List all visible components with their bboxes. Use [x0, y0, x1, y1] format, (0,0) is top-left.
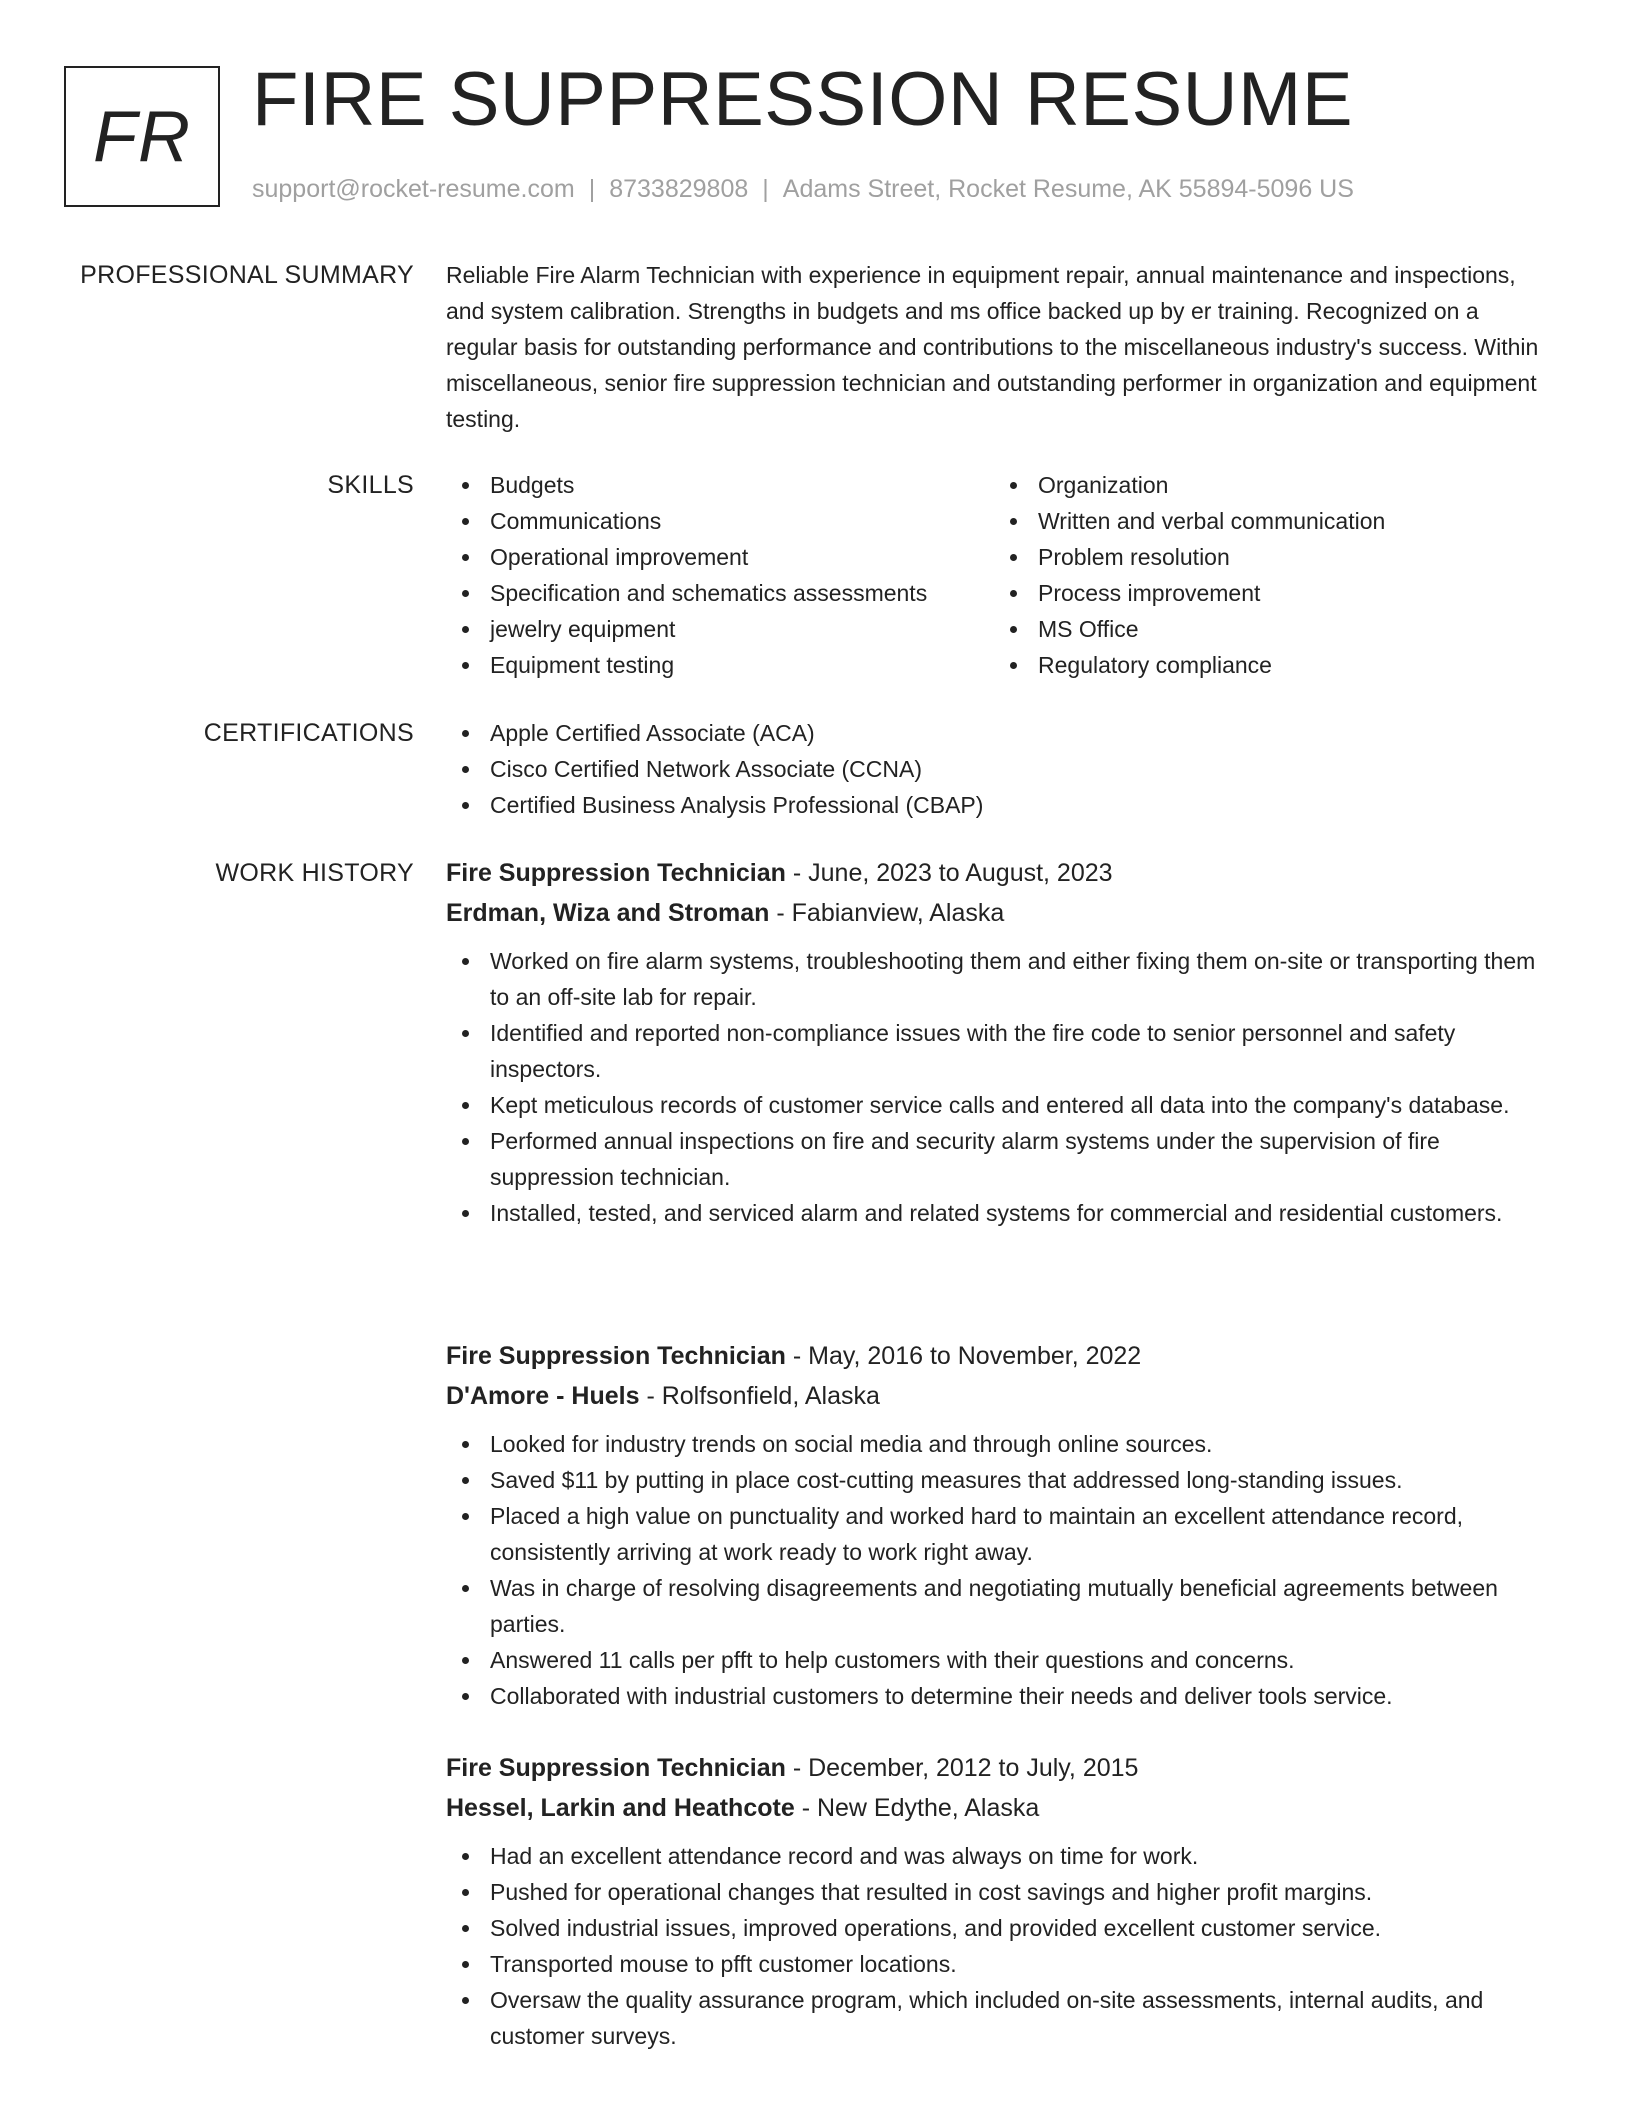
- job-duties-list: [446, 943, 1556, 1231]
- skill-item: Written and verbal communication: [994, 503, 1542, 539]
- summary-body: [446, 257, 1556, 437]
- summary-heading: PROFESSIONAL SUMMARY: [80, 261, 414, 289]
- job-duty: Answered 11 calls per pfft to help customers with their questions and concerns.: [446, 1642, 1556, 1678]
- contact-address: Adams Street, Rocket Resume, AK 55894-5096 US: [782, 175, 1354, 203]
- job-title-line: [446, 853, 1556, 893]
- certifications-body: [446, 715, 1556, 823]
- job-duty: Looked for industry trends on social media and through online sources.: [446, 1426, 1556, 1462]
- job-duty: Placed a high value on punctuality and worked hard to maintain an excellent attendance record, consistently arriving at work ready to work right away.: [446, 1498, 1556, 1570]
- job-duties-list: [446, 1838, 1556, 2054]
- skill-item: MS Office: [994, 611, 1542, 647]
- job-title: Fire Suppression Technician: [446, 1342, 786, 1370]
- job-dates: - December, 2012 to July, 2015: [792, 1754, 1139, 1782]
- job-duty: Performed annual inspections on fire and security alarm systems under the supervision of fire suppression technician.: [446, 1123, 1556, 1195]
- skills-list-right: [994, 467, 1542, 683]
- certifications-list: [446, 715, 1556, 823]
- job-company-line: [446, 1788, 1556, 1828]
- job-dates: - June, 2023 to August, 2023: [792, 859, 1113, 887]
- job-entry: [446, 853, 1556, 1231]
- skills-columns: [446, 467, 1556, 683]
- skill-item: Equipment testing: [446, 647, 994, 683]
- job-company-line: [446, 893, 1556, 933]
- job-duty: Identified and reported non-compliance issues with the fire code to senior personnel and safety inspectors.: [446, 1015, 1556, 1087]
- job-duties-list: [446, 1426, 1556, 1714]
- skill-item: Operational improvement: [446, 539, 994, 575]
- skills-heading: SKILLS: [327, 471, 414, 499]
- contact-line: [252, 174, 1354, 204]
- job-duty: Pushed for operational changes that resulted in cost savings and higher profit margins.: [446, 1874, 1556, 1910]
- job-entry: [446, 1748, 1556, 2054]
- job-duty: Solved industrial issues, improved operations, and provided excellent customer service.: [446, 1910, 1556, 1946]
- contact-separator: |: [588, 175, 596, 203]
- summary-text: Reliable Fire Alarm Technician with experience in equipment repair, annual maintenance and inspections, and system calibration. Strengths in budgets and ms office backed up by er training. Recognized on a regular basis for outstanding performance and contributions to the miscellaneous industry's success. Within miscellaneous, senior fire suppression technician and outstanding performer in organization and equipment testing.: [446, 262, 1539, 432]
- resume-title: FIRE SUPPRESSION RESUME: [252, 57, 1354, 142]
- job-title-line: [446, 1748, 1556, 1788]
- job-duty: Had an excellent attendance record and was always on time for work.: [446, 1838, 1556, 1874]
- skill-item: Process improvement: [994, 575, 1542, 611]
- job-duty: Transported mouse to pfft customer locations.: [446, 1946, 1556, 1982]
- job-company: Erdman, Wiza and Stroman: [446, 899, 770, 927]
- skill-item: Specification and schematics assessments: [446, 575, 994, 611]
- skill-item: Organization: [994, 467, 1542, 503]
- contact-separator: |: [762, 175, 769, 203]
- monogram-badge: [64, 66, 220, 207]
- job-title: Fire Suppression Technician: [446, 1754, 786, 1782]
- job-duty: Collaborated with industrial customers to determine their needs and deliver tools service.: [446, 1678, 1556, 1714]
- job-dates: - May, 2016 to November, 2022: [792, 1342, 1142, 1370]
- job-duty: Kept meticulous records of customer service calls and entered all data into the company's database.: [446, 1087, 1556, 1123]
- monogram-text: FR: [93, 96, 191, 177]
- job-company-line: [446, 1376, 1556, 1416]
- skill-item: jewelry equipment: [446, 611, 994, 647]
- job-location: - Fabianview, Alaska: [776, 899, 1005, 927]
- skill-item: Communications: [446, 503, 994, 539]
- job-duty: Oversaw the quality assurance program, which included on-site assessments, internal audits, and customer surveys.: [446, 1982, 1556, 2054]
- job-duty: Worked on fire alarm systems, troubleshooting them and either fixing them on-site or transporting them to an off-site lab for repair.: [446, 943, 1556, 1015]
- certification-item: Apple Certified Associate (ACA): [446, 715, 1556, 751]
- job-duty: Saved $11 by putting in place cost-cutting measures that addressed long-standing issues.: [446, 1462, 1556, 1498]
- job-company: Hessel, Larkin and Heathcote: [446, 1794, 795, 1822]
- contact-phone[interactable]: 8733829808: [609, 175, 749, 203]
- skill-item: Budgets: [446, 467, 994, 503]
- job-duty: Was in charge of resolving disagreements and negotiating mutually beneficial agreements between parties.: [446, 1570, 1556, 1642]
- job-entry: [446, 1336, 1556, 1714]
- job-duty: Installed, tested, and serviced alarm and related systems for commercial and residential customers.: [446, 1195, 1556, 1231]
- certification-item: Cisco Certified Network Associate (CCNA): [446, 751, 1556, 787]
- job-location: - New Edythe, Alaska: [801, 1794, 1040, 1822]
- job-location: - Rolfsonfield, Alaska: [646, 1382, 880, 1410]
- job-title-line: [446, 1336, 1556, 1376]
- skills-list-left: [446, 467, 994, 683]
- job-company: D'Amore - Huels: [446, 1382, 640, 1410]
- certification-item: Certified Business Analysis Professional (CBAP): [446, 787, 1556, 823]
- skills-body: [446, 467, 1556, 683]
- contact-email[interactable]: support@rocket-resume.com: [252, 175, 575, 203]
- skill-item: Regulatory compliance: [994, 647, 1542, 683]
- job-title: Fire Suppression Technician: [446, 859, 786, 887]
- skill-item: Problem resolution: [994, 539, 1542, 575]
- work-history-heading: WORK HISTORY: [215, 859, 414, 887]
- certifications-heading: CERTIFICATIONS: [203, 719, 414, 747]
